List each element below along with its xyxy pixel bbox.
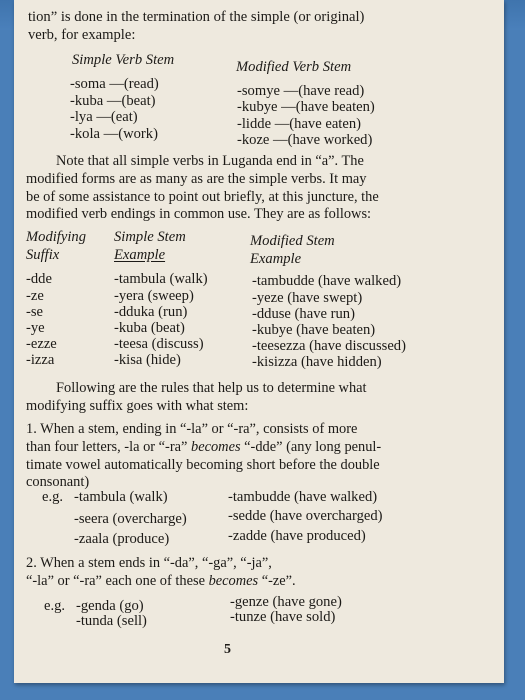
table2-header-simple-2: Example	[114, 247, 166, 263]
table1-row-simple: -lya —(eat)	[70, 109, 138, 125]
note-line-2: modified forms are as many as are the simple verbs. It may	[26, 171, 367, 187]
table2-header-simple: Simple Stem	[114, 229, 186, 245]
rule1-example-simple: -zaala (produce)	[74, 531, 170, 547]
note-line-3: be of some assistance to point out briefly, at this juncture, the	[26, 189, 379, 205]
table2-modified: -dduse (have run)	[252, 306, 355, 322]
table2-simple: -tambula (walk)	[114, 271, 208, 287]
table2-modified: -kubye (have beaten)	[252, 322, 376, 338]
table2-suffix: -ze	[26, 288, 44, 304]
table2-simple: -dduka (run)	[114, 304, 188, 320]
rule2-example-modified: -genze (have gone)	[230, 594, 342, 610]
rule1-line-2: than four letters, -la or “-ra” becomes “-dde” (any long penul-	[26, 439, 382, 455]
rule2-line-2: “-la” or “-ra” each one of these becomes “-ze”.	[26, 573, 296, 589]
rule1-line-4: consonant)	[26, 474, 90, 490]
table2-suffix: -ezze	[26, 336, 57, 352]
table2-suffix: -izza	[26, 352, 55, 368]
rules-intro-line-2: modifying suffix goes with what stem:	[26, 398, 249, 414]
note-line-4: modified verb endings in common use. They are as follows:	[26, 206, 372, 222]
table2-suffix: -dde	[26, 271, 52, 287]
table1-row-modified: -koze —(have worked)	[237, 132, 373, 148]
rule1-line-3: timate vowel automatically becoming short before the double	[26, 457, 380, 473]
table2-header-suffix-2: Suffix	[26, 247, 60, 263]
rule1-example-modified: -tambudde (have walked)	[228, 489, 378, 505]
table2-simple: -teesa (discuss)	[114, 336, 204, 352]
table2-simple: -kisa (hide)	[114, 352, 181, 368]
book-page	[14, 0, 504, 683]
table2-modified: -teesezza (have discussed)	[252, 338, 406, 354]
rule2-example-simple: -tunda (sell)	[76, 613, 147, 629]
note-line-1: Note that all simple verbs in Luganda end in “a”. The	[56, 153, 364, 169]
table1-row-modified: -lidde —(have eaten)	[237, 116, 361, 132]
table2-header-modified: Modified Stem	[250, 233, 335, 249]
rule1-example-modified: -zadde (have produced)	[228, 528, 366, 544]
table1-header-modified: Modified Verb Stem	[236, 59, 352, 75]
table2-suffix: -ye	[26, 320, 45, 336]
table1-row-modified: -somye —(have read)	[237, 83, 365, 99]
rules-intro-line-1: Following are the rules that help us to determine what	[56, 380, 367, 396]
table2-simple: -kuba (beat)	[114, 320, 185, 336]
table1-row-simple: -kuba —(beat)	[70, 93, 156, 109]
table1-row-modified: -kubye —(have beaten)	[237, 99, 375, 115]
table2-modified: -tambudde (have walked)	[252, 273, 402, 289]
rule2-example-modified: -tunze (have sold)	[230, 609, 336, 625]
table2-simple: -yera (sweep)	[114, 288, 194, 304]
rule2-eg-label: e.g.	[44, 598, 66, 614]
rule2-line-1: 2. When a stem ends in “-da”, “-ga”, “-ja”,	[26, 555, 272, 571]
table2-suffix: -se	[26, 304, 44, 320]
page-number: 5	[224, 642, 231, 657]
table1-row-simple: -soma —(read)	[70, 76, 159, 92]
intro-line-2: verb, for example:	[28, 27, 136, 43]
table2-modified: -kisizza (have hidden)	[252, 354, 382, 370]
table2-modified: -yeze (have swept)	[252, 290, 363, 306]
rule1-line-1: 1. When a stem, ending in “-la” or “-ra”, consists of more	[26, 421, 358, 437]
table2-header-modified-2: Example	[250, 251, 302, 267]
table1-row-simple: -kola —(work)	[70, 126, 158, 142]
rule1-example-modified: -sedde (have overcharged)	[228, 508, 383, 524]
table2-header-suffix: Modifying	[26, 229, 86, 245]
rule1-example-simple: -tambula (walk)	[74, 489, 168, 505]
rule2-example-simple: -genda (go)	[76, 598, 144, 614]
rule1-example-simple: -seera (overcharge)	[74, 511, 187, 527]
rule1-eg-label: e.g.	[42, 489, 64, 505]
intro-line-1: tion” is done in the termination of the simple (or original)	[28, 9, 365, 25]
table1-header-simple: Simple Verb Stem	[72, 52, 175, 68]
